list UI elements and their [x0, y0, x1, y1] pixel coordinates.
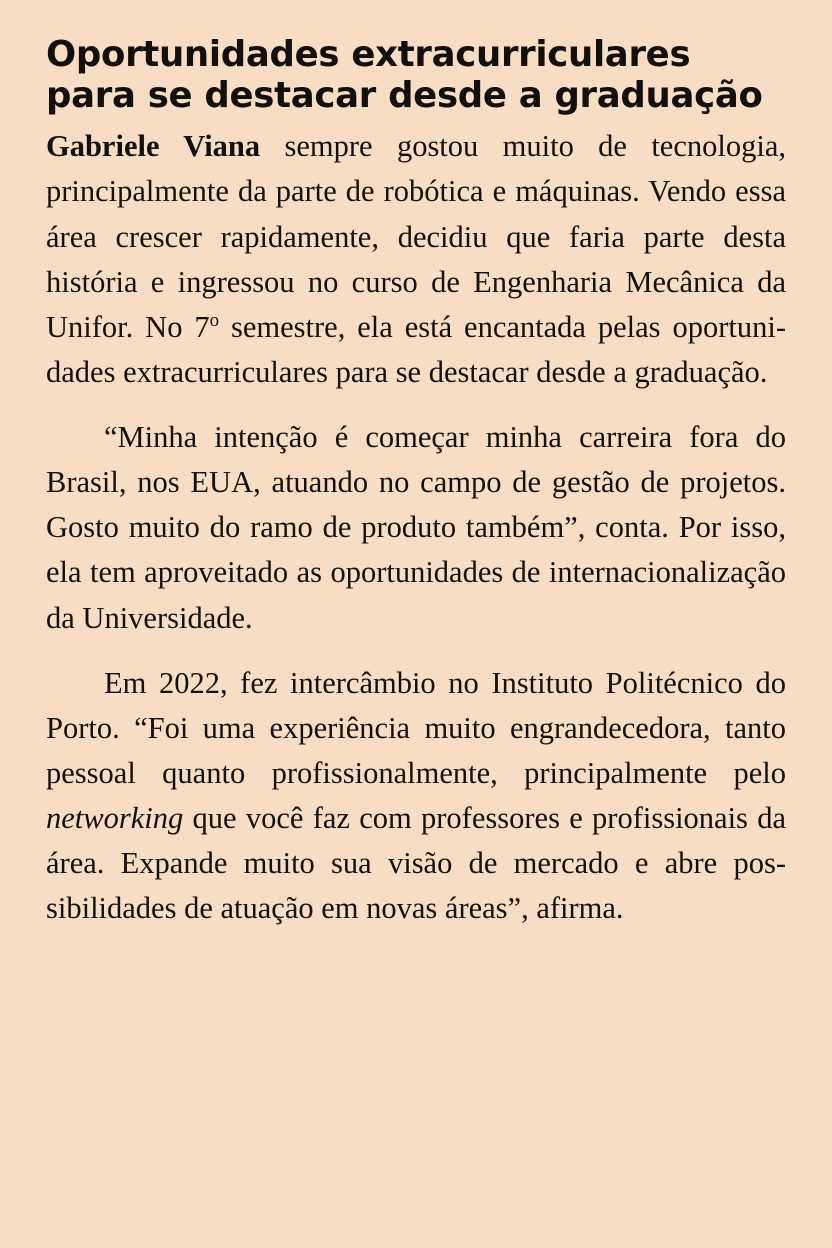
article-body — [46, 124, 786, 931]
ordinal-marker: o — [209, 309, 220, 331]
paragraph-1 — [46, 124, 786, 395]
paragraph-1-text: sempre gostou muito de tecnologia, principalmente da parte de robótica e máquinas. Vendo essa área crescer rapidamente, decidiu que faria parte desta história e ingressou no curso de Engenharia Mecânica da Unifor. No 7 — [46, 129, 786, 344]
paragraph-3-text-after: que você faz com professores e profissionais da área. Expande muito sua visão de mercado e abre possibilidades de atuação em novas áreas”, afirma. — [46, 801, 786, 926]
lead-name: Gabriele Viana — [46, 129, 261, 164]
paragraph-2: “Minha intenção é começar minha carreira fora do Brasil, nos EUA, atuando no campo de gestão de projetos. Gosto muito do ramo de produto também”, conta. Por isso, ela tem aproveitado as oportunidades de internacionalização da Universidade. — [46, 420, 786, 635]
paragraph-1-tail: semestre, ela está encantada pelas oportunidades extracurriculares para se destacar desde a graduação. — [46, 309, 786, 389]
paragraph-3-text-before: Em 2022, fez intercâmbio no Instituto Politécnico do Porto. “Foi uma experiência muito engrandecedora, tanto pessoal quanto profissionalmente, principalmente pelo — [46, 665, 786, 790]
emphasis-networking: networking — [46, 801, 184, 836]
page-title: Oportunidades extracurriculares para se destacar desde a graduação — [46, 34, 763, 117]
paragraph-3 — [46, 661, 786, 932]
